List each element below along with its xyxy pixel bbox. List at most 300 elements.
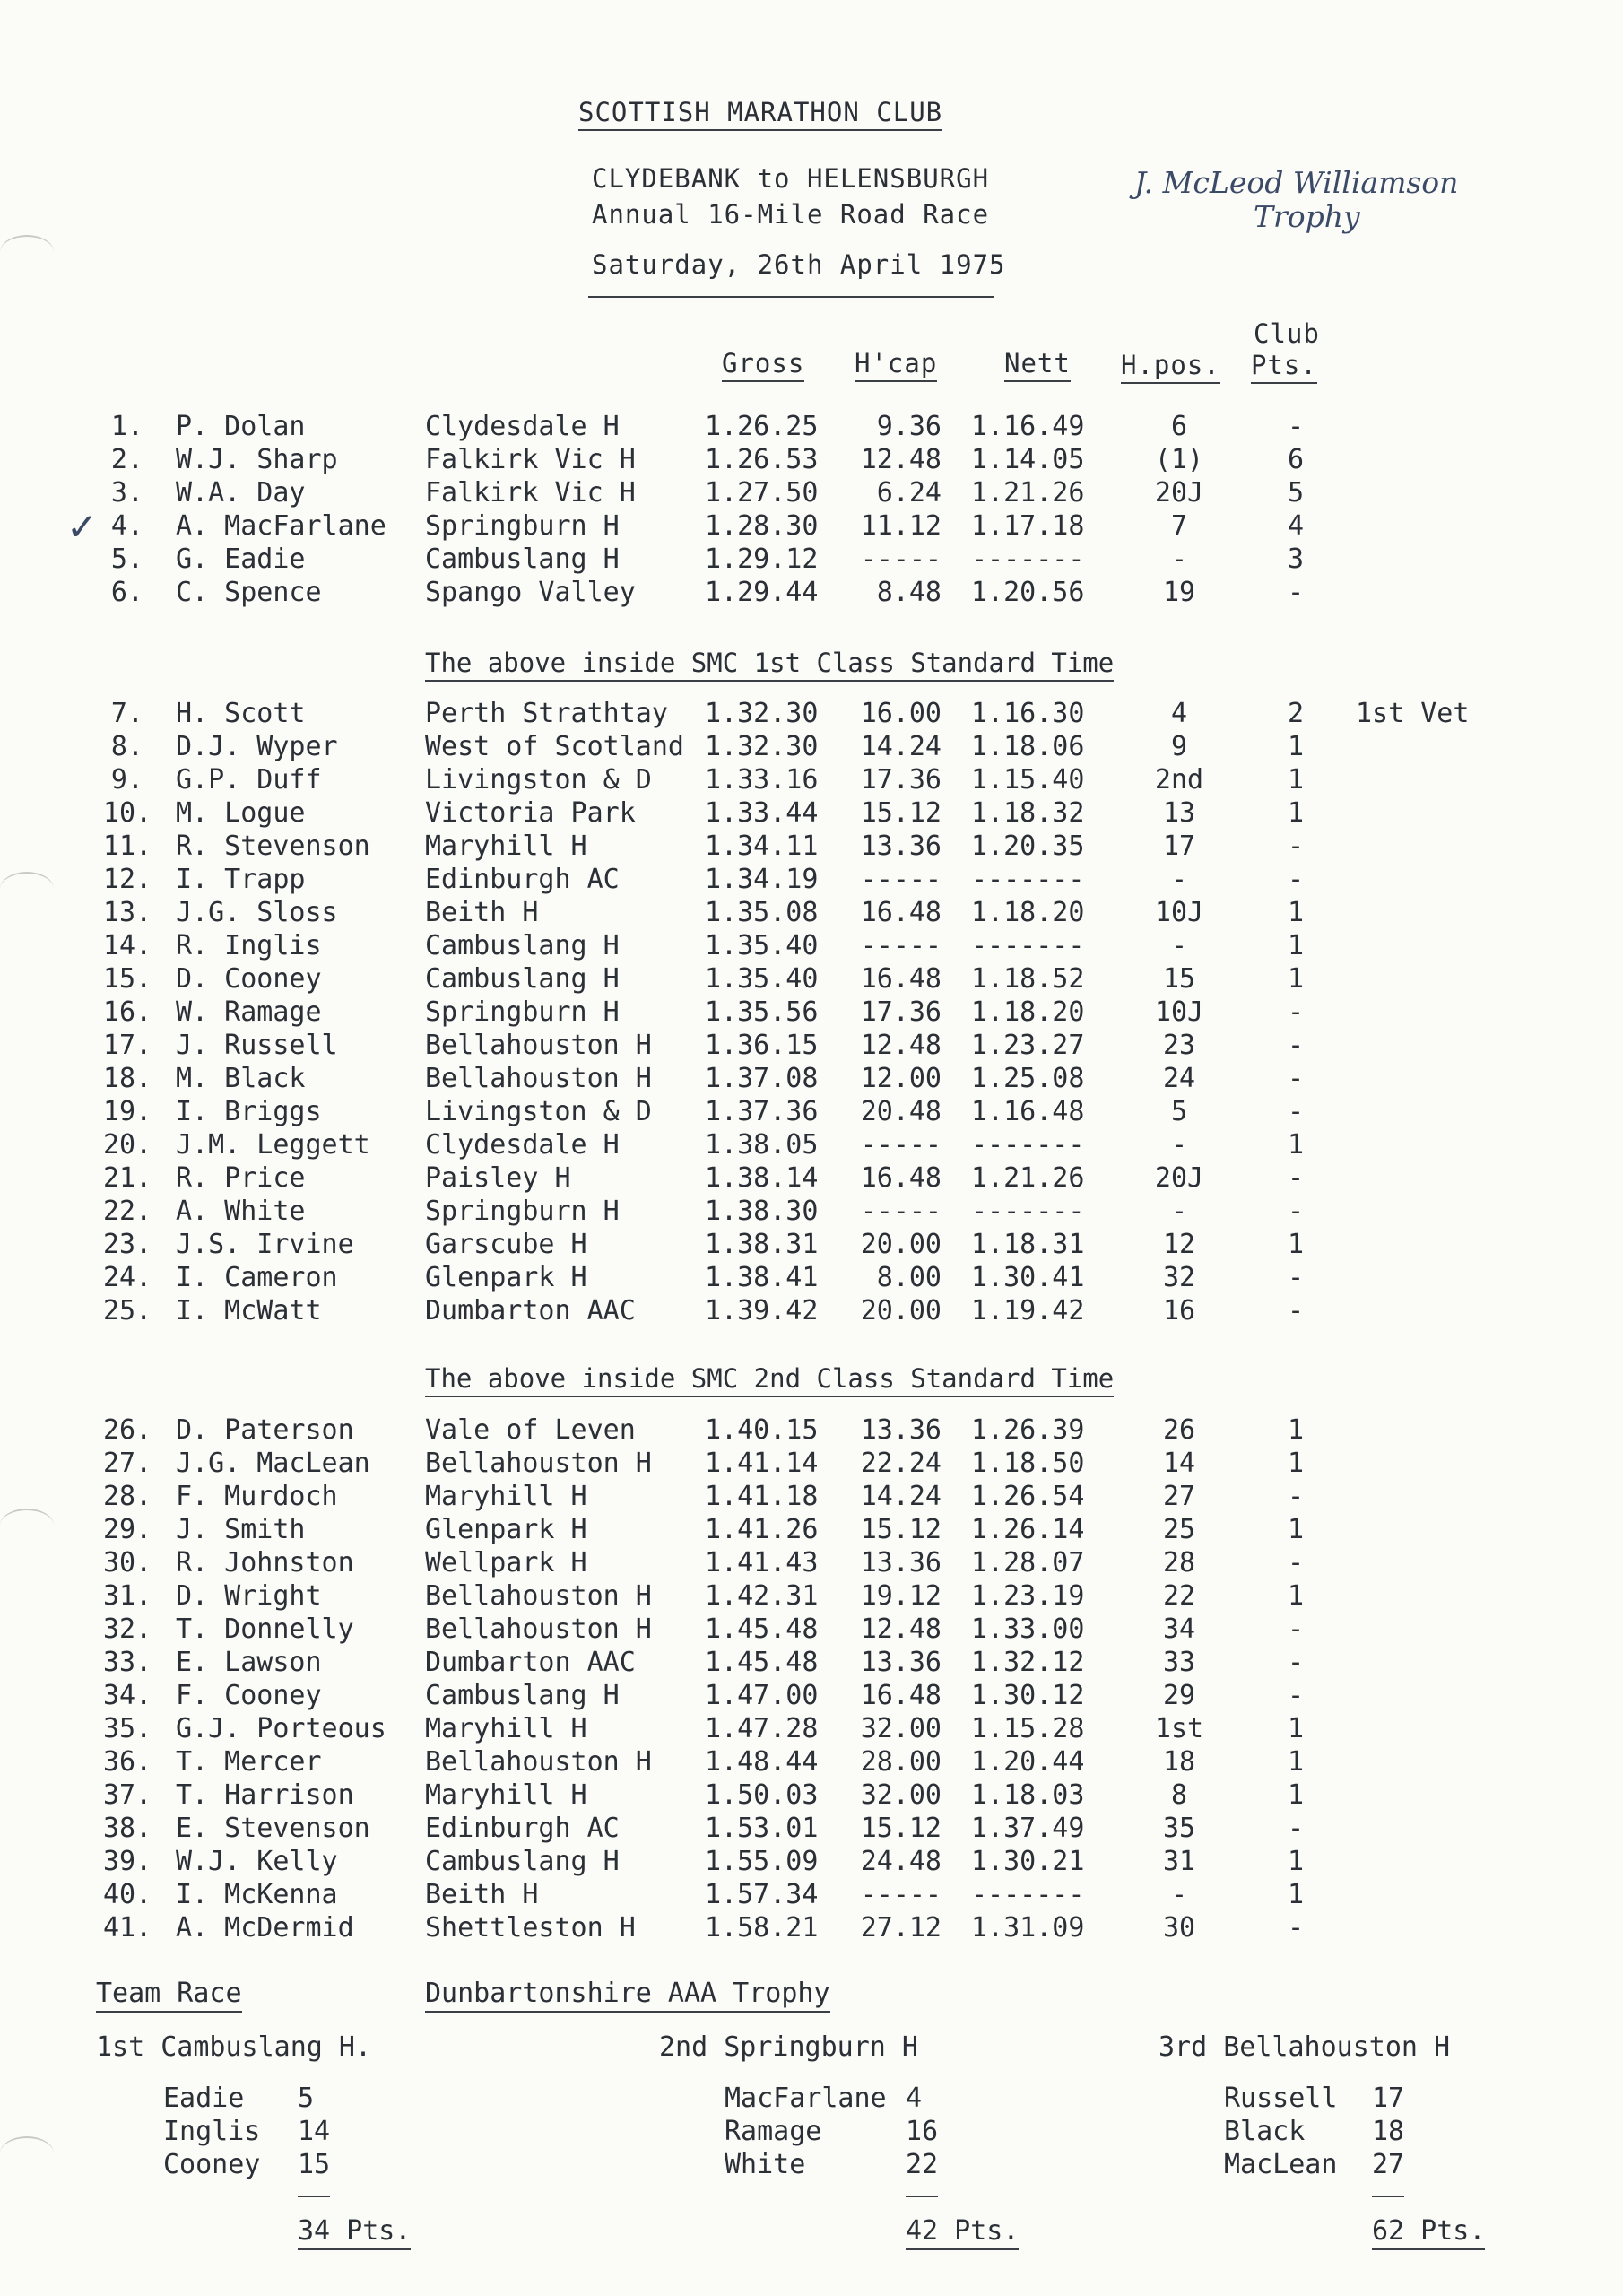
cell-nett: 1.16.48 (971, 1096, 1085, 1127)
cell-gross: 1.38.05 (705, 1129, 819, 1161)
cell-nett: 1.30.12 (971, 1680, 1085, 1711)
cell-pts: - (1287, 1813, 1305, 1844)
team-member-name: MacFarlane (725, 2083, 887, 2114)
cell-num: 35. (103, 1713, 152, 1744)
cell-pts: - (1287, 1912, 1305, 1944)
cell-name: A. White (176, 1196, 306, 1227)
cell-name: I. McKenna (176, 1879, 338, 1910)
cell-pts: - (1287, 1481, 1305, 1512)
team-member-name: Inglis (163, 2116, 261, 2147)
cell-club: Wellpark H (425, 1547, 587, 1578)
cell-nett: 1.16.49 (971, 411, 1085, 442)
result-row (0, 698, 1623, 731)
cell-club: Falkirk Vic H (425, 444, 636, 475)
cell-club: Garscube H (425, 1229, 587, 1260)
cell-pts: 1 (1287, 930, 1305, 961)
team-member-name: MacLean (1224, 2149, 1338, 2180)
cell-num: 23. (103, 1229, 152, 1260)
cell-name: I. McWatt (176, 1295, 322, 1326)
cell-pts: - (1287, 1063, 1305, 1094)
cell-nett: 1.26.54 (971, 1481, 1085, 1512)
cell-num: 13. (103, 897, 152, 928)
cell-hpos: 5 (1170, 1096, 1188, 1127)
cell-pts: 1 (1287, 897, 1305, 928)
cell-hcap: ----- (860, 1129, 942, 1161)
cell-pts: 1 (1287, 1713, 1305, 1744)
cell-hpos: 20J (1154, 477, 1204, 509)
cell-name: E. Stevenson (176, 1813, 370, 1844)
result-row (0, 731, 1623, 764)
cell-gross: 1.34.11 (705, 831, 819, 862)
cell-hcap: 12.00 (860, 1063, 942, 1094)
cell-gross: 1.38.14 (705, 1162, 819, 1194)
cell-hcap: 6.24 (876, 477, 942, 509)
cell-num: 16. (103, 996, 152, 1028)
cell-name: J.G. Sloss (176, 897, 338, 928)
race-description: Annual 16-Mile Road Race (592, 199, 990, 230)
cell-club: Maryhill H (425, 1481, 587, 1512)
cell-num: 27. (103, 1448, 152, 1479)
cell-hpos: 23 (1162, 1030, 1196, 1061)
cell-hpos: 27 (1162, 1481, 1196, 1512)
result-row (0, 797, 1623, 831)
cell-nett: 1.28.07 (971, 1547, 1085, 1578)
cell-gross: 1.35.40 (705, 930, 819, 961)
result-row (0, 963, 1623, 996)
team-member-pos: 16 (906, 2116, 939, 2147)
cell-club: Beith H (425, 1879, 539, 1910)
cell-club: Clydesdale H (425, 1129, 620, 1161)
cell-num: 38. (103, 1813, 152, 1844)
result-row (0, 1162, 1623, 1196)
result-row (0, 1912, 1623, 1945)
cell-name: J. Smith (176, 1514, 306, 1545)
result-row (0, 1647, 1623, 1680)
cell-hpos: 33 (1162, 1647, 1196, 1678)
cell-nett: 1.26.39 (971, 1414, 1085, 1446)
col-hpos: H.pos. (1121, 350, 1220, 384)
cell-num: 18. (103, 1063, 152, 1094)
cell-hcap: 22.24 (860, 1448, 942, 1479)
standard-time-caption: The above inside SMC 1st Class Standard Time (425, 648, 1114, 682)
cell-hcap: 16.48 (860, 897, 942, 928)
cell-pts: - (1287, 996, 1305, 1028)
cell-hcap: 17.36 (860, 764, 942, 796)
cell-name: A. McDermid (176, 1912, 354, 1944)
cell-gross: 1.37.36 (705, 1096, 819, 1127)
cell-name: R. Stevenson (176, 831, 370, 862)
cell-name: G. Eadie (176, 544, 306, 575)
cell-num: 15. (103, 963, 152, 995)
result-row (0, 1063, 1623, 1096)
cell-nett: 1.18.50 (971, 1448, 1085, 1479)
cell-nett: 1.20.44 (971, 1746, 1085, 1778)
cell-pts: 1 (1287, 963, 1305, 995)
result-row (0, 1879, 1623, 1912)
cell-num: 10. (103, 797, 152, 829)
cell-hcap: 13.36 (860, 1647, 942, 1678)
cell-name: R. Price (176, 1162, 306, 1194)
trophy-label: Trophy (1254, 199, 1360, 234)
team-total: 34 Pts. (298, 2215, 411, 2250)
cell-nett: 1.32.12 (971, 1647, 1085, 1678)
cell-nett: 1.15.40 (971, 764, 1085, 796)
cell-name: F. Murdoch (176, 1481, 338, 1512)
cell-hcap: 20.00 (860, 1295, 942, 1326)
team-member-pos: 5 (298, 2083, 315, 2114)
team-member-pos: 17 (1372, 2083, 1405, 2114)
cell-hpos: 22 (1162, 1580, 1196, 1612)
cell-club: Victoria Park (425, 797, 636, 829)
cell-num: 2. (110, 444, 143, 475)
team-member-name: Black (1224, 2116, 1306, 2147)
result-row (0, 1746, 1623, 1779)
cell-hpos: 26 (1162, 1414, 1196, 1446)
cell-gross: 1.48.44 (705, 1746, 819, 1778)
cell-pts: 1 (1287, 1580, 1305, 1612)
cell-name: W.J. Kelly (176, 1846, 338, 1877)
result-row (0, 1481, 1623, 1514)
cell-hpos: 25 (1162, 1514, 1196, 1545)
cell-gross: 1.35.08 (705, 897, 819, 928)
cell-num: 8. (110, 731, 143, 762)
result-row (0, 996, 1623, 1030)
cell-num: 40. (103, 1879, 152, 1910)
cell-hpos: 13 (1162, 797, 1196, 829)
cell-pts: - (1287, 1547, 1305, 1578)
cell-pts: - (1287, 1030, 1305, 1061)
team-member-pos: 18 (1372, 2116, 1405, 2147)
result-row (0, 1813, 1623, 1846)
cell-hpos: 14 (1162, 1448, 1196, 1479)
cell-hcap: ----- (860, 1879, 942, 1910)
result-row (0, 1129, 1623, 1162)
cell-hpos: 32 (1162, 1262, 1196, 1293)
cell-pts: - (1287, 1613, 1305, 1645)
cell-hcap: 28.00 (860, 1746, 942, 1778)
result-row (0, 1846, 1623, 1879)
cell-nett: 1.18.20 (971, 897, 1085, 928)
cell-hcap: 15.12 (860, 797, 942, 829)
cell-nett: 1.18.52 (971, 963, 1085, 995)
cell-gross: 1.41.26 (705, 1514, 819, 1545)
cell-pts: 1 (1287, 764, 1305, 796)
cell-hcap: 32.00 (860, 1779, 942, 1811)
cell-club: Bellahouston H (425, 1613, 652, 1645)
cell-name: H. Scott (176, 698, 306, 729)
result-row (0, 1713, 1623, 1746)
cell-name: W.A. Day (176, 477, 306, 509)
cell-name: T. Donnelly (176, 1613, 354, 1645)
cell-name: J.G. MacLean (176, 1448, 370, 1479)
team-total-rule (906, 2196, 938, 2197)
cell-num: 21. (103, 1162, 152, 1194)
cell-club: Bellahouston H (425, 1063, 652, 1094)
cell-nett: 1.30.21 (971, 1846, 1085, 1877)
cell-hcap: 15.12 (860, 1813, 942, 1844)
cell-nett: 1.18.03 (971, 1779, 1085, 1811)
cell-club: Maryhill H (425, 831, 587, 862)
cell-num: 29. (103, 1514, 152, 1545)
cell-hcap: 13.36 (860, 1547, 942, 1578)
cell-nett: 1.16.30 (971, 698, 1085, 729)
result-row (0, 1779, 1623, 1813)
cell-pts: - (1287, 1096, 1305, 1127)
cell-hcap: 14.24 (860, 731, 942, 762)
cell-name: C. Spence (176, 577, 322, 608)
cell-hcap: 14.24 (860, 1481, 942, 1512)
team-member-name: Eadie (163, 2083, 245, 2114)
cell-club: Springburn H (425, 996, 620, 1028)
cell-hcap: ----- (860, 864, 942, 895)
team-place: 3rd Bellahouston H (1159, 2031, 1451, 2063)
cell-gross: 1.50.03 (705, 1779, 819, 1811)
cell-gross: 1.47.28 (705, 1713, 819, 1744)
cell-hpos: - (1170, 1196, 1188, 1227)
cell-nett: 1.23.27 (971, 1030, 1085, 1061)
cell-club: Bellahouston H (425, 1030, 652, 1061)
race-date: Saturday, 26th April 1975 (592, 249, 1006, 280)
cell-pts: 1 (1287, 1229, 1305, 1260)
cell-hpos: 31 (1162, 1846, 1196, 1877)
cell-pts: - (1287, 577, 1305, 608)
cell-nett: ------- (971, 1129, 1085, 1161)
cell-club: Dumbarton AAC (425, 1295, 636, 1326)
cell-club: Falkirk Vic H (425, 477, 636, 509)
cell-pts: - (1287, 1680, 1305, 1711)
col-club-pts-2: Pts. (1251, 350, 1317, 384)
cell-num: 33. (103, 1647, 152, 1678)
cell-num: 9. (110, 764, 143, 796)
cell-name: M. Logue (176, 797, 306, 829)
punch-hole-mark (0, 2136, 54, 2170)
cell-gross: 1.47.00 (705, 1680, 819, 1711)
team-member-name: Russell (1224, 2083, 1338, 2114)
cell-hpos: 12 (1162, 1229, 1196, 1260)
cell-nett: ------- (971, 1196, 1085, 1227)
cell-pts: - (1287, 411, 1305, 442)
cell-num: 20. (103, 1129, 152, 1161)
cell-nett: 1.20.35 (971, 831, 1085, 862)
cell-gross: 1.45.48 (705, 1613, 819, 1645)
team-trophy-name: Dunbartonshire AAA Trophy (425, 1978, 830, 2013)
cell-hcap: 13.36 (860, 831, 942, 862)
cell-pts: 1 (1287, 1514, 1305, 1545)
cell-name: I. Trapp (176, 864, 306, 895)
cell-name: M. Black (176, 1063, 306, 1094)
cell-club: Cambuslang H (425, 544, 620, 575)
cell-gross: 1.41.43 (705, 1547, 819, 1578)
cell-club: Maryhill H (425, 1713, 587, 1744)
cell-gross: 1.53.01 (705, 1813, 819, 1844)
cell-nett: 1.31.09 (971, 1912, 1085, 1944)
cell-gross: 1.28.30 (705, 510, 819, 542)
cell-pts: - (1287, 864, 1305, 895)
cell-pts: 1 (1287, 1846, 1305, 1877)
cell-nett: 1.26.14 (971, 1514, 1085, 1545)
cell-hpos: 8 (1170, 1779, 1188, 1811)
cell-hpos: 6 (1170, 411, 1188, 442)
cell-num: 11. (103, 831, 152, 862)
cell-name: J.M. Leggett (176, 1129, 370, 1161)
cell-nett: 1.15.28 (971, 1713, 1085, 1744)
race-route: CLYDEBANK to HELENSBURGH (592, 163, 990, 194)
cell-num: 1. (110, 411, 143, 442)
cell-pts: 6 (1287, 444, 1305, 475)
cell-name: W.J. Sharp (176, 444, 338, 475)
cell-club: West of Scotland (425, 731, 684, 762)
cell-club: Springburn H (425, 510, 620, 542)
result-row (0, 930, 1623, 963)
cell-num: 31. (103, 1580, 152, 1612)
cell-hpos: 20J (1154, 1162, 1204, 1194)
cell-nett: 1.21.26 (971, 1162, 1085, 1194)
result-row (0, 764, 1623, 797)
team-member-name: Cooney (163, 2149, 261, 2180)
cell-nett: 1.25.08 (971, 1063, 1085, 1094)
cell-hpos: 30 (1162, 1912, 1196, 1944)
cell-hcap: 9.36 (876, 411, 942, 442)
cell-name: R. Inglis (176, 930, 322, 961)
cell-gross: 1.38.31 (705, 1229, 819, 1260)
cell-hpos: (1) (1154, 444, 1204, 475)
cell-name: D. Cooney (176, 963, 322, 995)
cell-club: Cambuslang H (425, 930, 620, 961)
cell-gross: 1.38.41 (705, 1262, 819, 1293)
cell-club: Edinburgh AC (425, 1813, 620, 1844)
cell-hpos: 18 (1162, 1746, 1196, 1778)
cell-name: T. Harrison (176, 1779, 354, 1811)
cell-hpos: 1st (1154, 1713, 1204, 1744)
cell-hcap: 20.00 (860, 1229, 942, 1260)
cell-hcap: 8.48 (876, 577, 942, 608)
cell-hcap: 12.48 (860, 444, 942, 475)
cell-hpos: 10J (1154, 897, 1204, 928)
cell-club: Glenpark H (425, 1514, 587, 1545)
cell-hpos: 15 (1162, 963, 1196, 995)
col-nett: Nett (1004, 348, 1071, 382)
cell-club: Cambuslang H (425, 1846, 620, 1877)
cell-pts: 1 (1287, 1879, 1305, 1910)
cell-hpos: 35 (1162, 1813, 1196, 1844)
cell-num: 41. (103, 1912, 152, 1944)
cell-num: 36. (103, 1746, 152, 1778)
cell-club: Edinburgh AC (425, 864, 620, 895)
result-row (0, 1547, 1623, 1580)
cell-gross: 1.55.09 (705, 1846, 819, 1877)
result-row (0, 897, 1623, 930)
cell-hpos: 34 (1162, 1613, 1196, 1645)
cell-pts: - (1287, 831, 1305, 862)
punch-hole-mark (0, 235, 54, 269)
cell-club: Bellahouston H (425, 1746, 652, 1778)
cell-pts: 1 (1287, 1746, 1305, 1778)
team-member-pos: 14 (298, 2116, 331, 2147)
cell-hpos: 9 (1170, 731, 1188, 762)
team-member-name: Ramage (725, 2116, 822, 2147)
cell-name: I. Cameron (176, 1262, 338, 1293)
team-member-pos: 15 (298, 2149, 331, 2180)
cell-hcap: 16.48 (860, 1162, 942, 1194)
cell-club: Dumbarton AAC (425, 1647, 636, 1678)
cell-gross: 1.37.08 (705, 1063, 819, 1094)
cell-num: 25. (103, 1295, 152, 1326)
cell-hpos: 16 (1162, 1295, 1196, 1326)
team-member-name: White (725, 2149, 806, 2180)
cell-gross: 1.45.48 (705, 1647, 819, 1678)
cell-hpos: - (1170, 1129, 1188, 1161)
cell-pts: - (1287, 1647, 1305, 1678)
team-place: 1st Cambuslang H. (96, 2031, 372, 2063)
team-total-rule (298, 2196, 330, 2197)
cell-num: 6. (110, 577, 143, 608)
cell-club: Livingston & D (425, 1096, 652, 1127)
result-row (0, 1680, 1623, 1713)
cell-num: 37. (103, 1779, 152, 1811)
cell-nett: 1.37.49 (971, 1813, 1085, 1844)
cell-club: Spango Valley (425, 577, 636, 608)
cell-gross: 1.35.56 (705, 996, 819, 1028)
cell-num: 3. (110, 477, 143, 509)
result-row (0, 544, 1623, 577)
team-total: 62 Pts. (1372, 2215, 1485, 2250)
cell-gross: 1.32.30 (705, 731, 819, 762)
cell-num: 17. (103, 1030, 152, 1061)
cell-hcap: 17.36 (860, 996, 942, 1028)
cell-club: Paisley H (425, 1162, 571, 1194)
col-hcap: H'cap (855, 348, 937, 382)
cell-club: Livingston & D (425, 764, 652, 796)
cell-pts: 1 (1287, 1414, 1305, 1446)
cell-nett: 1.18.32 (971, 797, 1085, 829)
cell-name: A. MacFarlane (176, 510, 386, 542)
cell-gross: 1.36.15 (705, 1030, 819, 1061)
cell-note: 1st Vet (1356, 698, 1470, 729)
cell-name: D.J. Wyper (176, 731, 338, 762)
cell-nett: 1.21.26 (971, 477, 1085, 509)
cell-name: I. Briggs (176, 1096, 322, 1127)
cell-name: D. Wright (176, 1580, 322, 1612)
cell-hpos: 2nd (1154, 764, 1204, 796)
cell-name: E. Lawson (176, 1647, 322, 1678)
result-row (0, 477, 1623, 510)
result-row (0, 1414, 1623, 1448)
cell-nett: 1.19.42 (971, 1295, 1085, 1326)
cell-pts: - (1287, 1196, 1305, 1227)
cell-name: G.P. Duff (176, 764, 322, 796)
cell-hcap: 16.48 (860, 963, 942, 995)
cell-hcap: 11.12 (860, 510, 942, 542)
cell-name: W. Ramage (176, 996, 322, 1028)
result-row (0, 1196, 1623, 1229)
cell-nett: 1.18.06 (971, 731, 1085, 762)
cell-pts: 1 (1287, 1448, 1305, 1479)
cell-hpos: 7 (1170, 510, 1188, 542)
cell-nett: ------- (971, 544, 1085, 575)
cell-hpos: - (1170, 1879, 1188, 1910)
col-gross: Gross (722, 348, 804, 382)
cell-nett: 1.33.00 (971, 1613, 1085, 1645)
cell-pts: - (1287, 1295, 1305, 1326)
cell-num: 14. (103, 930, 152, 961)
cell-club: Vale of Leven (425, 1414, 636, 1446)
result-row (0, 1448, 1623, 1481)
cell-num: 34. (103, 1680, 152, 1711)
cell-club: Cambuslang H (425, 1680, 620, 1711)
cell-num: 19. (103, 1096, 152, 1127)
cell-gross: 1.33.44 (705, 797, 819, 829)
cell-gross: 1.41.18 (705, 1481, 819, 1512)
